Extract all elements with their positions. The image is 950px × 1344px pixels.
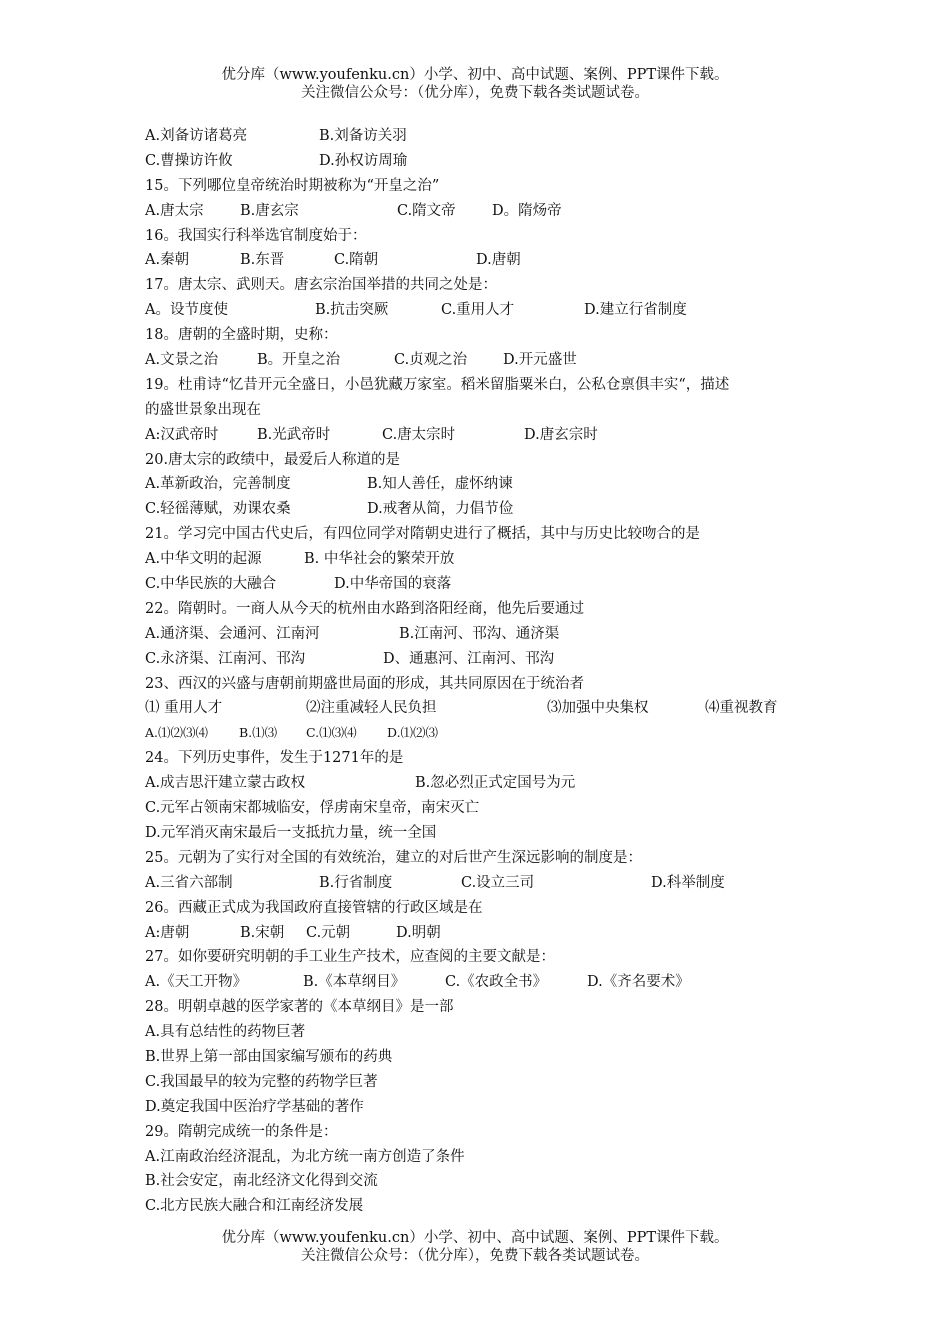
answer-option: D.孙权访周瑜 bbox=[319, 152, 408, 169]
answer-option: A.《天工开物》 bbox=[145, 974, 248, 991]
option-row bbox=[145, 149, 815, 174]
answer-option: B.光武帝时 bbox=[257, 426, 331, 443]
answer-option: B.宋朝 bbox=[240, 924, 285, 941]
footer-line-2: 关注微信公众号：（优分库），免费下载各类试题试卷。 bbox=[301, 1248, 649, 1264]
answer-option: A.中华文明的起源 bbox=[145, 551, 262, 568]
answer-option: ⑴ 重用人才 bbox=[145, 700, 223, 717]
question-line: 20.唐太宗的政绩中，最爱后人称道的是 bbox=[145, 451, 401, 468]
answer-option: B.《本草纲目》 bbox=[303, 974, 406, 991]
answer-option: A.三省六部制 bbox=[145, 874, 233, 891]
answer-option: A.刘备访诸葛亮 bbox=[145, 128, 248, 144]
answer-option: D.中华帝国的衰落 bbox=[334, 576, 452, 593]
question-line: 的盛世景象出现在 bbox=[145, 401, 261, 418]
answer-option: D.唐朝 bbox=[476, 252, 521, 269]
question-line: C.元军占领南宋都城临安，俘虏南宋皇帝，南宋灭亡 bbox=[145, 800, 480, 817]
question-line: 27。如你要研究明朝的手工业生产技术，应查阅的主要文献是： bbox=[145, 949, 555, 966]
question-line: B.世界上第一部由国家编写颁布的药典 bbox=[145, 1048, 393, 1065]
answer-option: D.建立行省制度 bbox=[584, 302, 687, 319]
option-row bbox=[145, 771, 815, 796]
answer-option: C.设立三司 bbox=[461, 874, 535, 891]
answer-option: C.隋文帝 bbox=[397, 202, 456, 219]
option-row bbox=[145, 248, 815, 273]
answer-option: D.《齐名要术》 bbox=[587, 974, 690, 991]
answer-option: B.唐玄宗 bbox=[240, 202, 299, 219]
question-line: B.社会安定，南北经济文化得到交流 bbox=[145, 1173, 378, 1190]
answer-option: C.唐太宗时 bbox=[382, 426, 456, 443]
question-line: 19。杜甫诗“忆昔开元全盛日，小邑犹藏万家室。稻米留脂粟米白，公私仓禀俱丰实“，描述 bbox=[145, 376, 730, 393]
question-line: C.我国最早的较为完整的药物学巨著 bbox=[145, 1073, 378, 1090]
option-row bbox=[145, 696, 815, 721]
answer-option: B.知人善任，虚怀纳谏 bbox=[367, 476, 513, 493]
answer-option: A.唐太宗 bbox=[145, 202, 204, 219]
answer-option: C.曹操访许攸 bbox=[145, 152, 233, 169]
answer-option: D.⑴⑵⑶ bbox=[387, 725, 439, 741]
answer-option: D.戒奢从简，力倡节俭 bbox=[367, 501, 514, 518]
question-line: 18。唐朝的全盛时期，史称： bbox=[145, 327, 338, 344]
header-line-2: 关注微信公众号：（优分库），免费下载各类试题试卷。 bbox=[301, 85, 649, 101]
answer-option: B。开皇之治 bbox=[257, 352, 341, 369]
answer-option: B.东晋 bbox=[240, 252, 285, 269]
question-line: 26。西藏正式成为我国政府直接管辖的行政区域是在 bbox=[145, 899, 483, 916]
header-line-1: 优分库（www.youfenku.cn）小学、初中、高中试题、案例、PPT课件下载。 bbox=[221, 67, 729, 83]
option-row bbox=[145, 871, 815, 896]
option-row bbox=[145, 622, 815, 647]
option-row bbox=[145, 298, 815, 323]
question-line: D.奠定我国中医治疗学基础的著作 bbox=[145, 1098, 364, 1115]
answer-option: ⑷重视教育 bbox=[705, 700, 778, 717]
option-row bbox=[145, 124, 815, 149]
answer-option: A.通济渠、会通河、江南河 bbox=[145, 625, 320, 642]
answer-option: D.科举制度 bbox=[651, 874, 725, 891]
option-row bbox=[145, 472, 815, 497]
option-row bbox=[145, 199, 815, 224]
answer-option: B.忽必烈正式定国号为元 bbox=[415, 775, 576, 792]
answer-option: ⑵注重减轻人民负担 bbox=[306, 700, 437, 717]
option-row bbox=[145, 547, 815, 572]
answer-option: C.永济渠、江南河、邗沟 bbox=[145, 650, 306, 667]
question-line: 16。我国实行科举选官制度始于： bbox=[145, 227, 367, 244]
answer-option: A.⑴⑵⑶⑷ bbox=[145, 725, 209, 741]
question-line: A.江南政治经济混乱，为北方统一南方创造了条件 bbox=[145, 1148, 465, 1165]
question-line: 25。元朝为了实行对全国的有效统治，建立的对后世产生深远影响的制度是： bbox=[145, 849, 642, 866]
option-row bbox=[145, 921, 815, 946]
answer-option: D、通惠河、江南河、邗沟 bbox=[383, 650, 555, 667]
answer-option: B.抗击突厥 bbox=[315, 302, 389, 319]
answer-option: C.隋朝 bbox=[334, 252, 379, 269]
answer-option: B.江南河、邗沟、通济渠 bbox=[399, 625, 560, 642]
answer-option: D.明朝 bbox=[396, 924, 441, 941]
page-header bbox=[0, 66, 950, 102]
exam-content bbox=[145, 124, 815, 1219]
question-line: 23、西汉的兴盛与唐朝前期盛世局面的形成，其共同原因在于统治者 bbox=[145, 675, 584, 692]
question-line: 28。明朝卓越的医学家著的《本草纲目》是一部 bbox=[145, 999, 454, 1016]
footer-line-1: 优分库（www.youfenku.cn）小学、初中、高中试题、案例、PPT课件下载。 bbox=[221, 1230, 729, 1246]
answer-option: A.秦朝 bbox=[145, 252, 190, 269]
answer-option: A:唐朝 bbox=[145, 924, 190, 941]
answer-option: C.⑴⑶⑷ bbox=[306, 725, 357, 741]
answer-option: A.革新政治，完善制度 bbox=[145, 476, 291, 493]
answer-option: A.文景之治 bbox=[145, 352, 219, 369]
question-line: 15。下列哪位皇帝统治时期被称为“开皇之治” bbox=[145, 177, 440, 194]
answer-option: C.元朝 bbox=[306, 924, 351, 941]
question-line: D.元军消灭南宋最后一支抵抗力量，统一全国 bbox=[145, 824, 437, 841]
question-line: 21。学习完中国古代史后，有四位同学对隋朝史进行了概括，其中与历史比较吻合的是 bbox=[145, 526, 700, 543]
option-row bbox=[145, 423, 815, 448]
answer-option: D.开元盛世 bbox=[503, 352, 577, 369]
option-row bbox=[145, 970, 815, 995]
answer-option: C.中华民族的大融合 bbox=[145, 576, 277, 593]
question-line: 29。隋朝完成统一的条件是： bbox=[145, 1123, 338, 1140]
answer-option: D.唐玄宗时 bbox=[524, 426, 598, 443]
answer-option: B.⑴⑶ bbox=[239, 725, 278, 741]
question-line: 22。隋朝时。一商人从今天的杭州由水路到洛阳经商，他先后要通过 bbox=[145, 600, 584, 617]
answer-option: C.轻徭薄赋，劝课农桑 bbox=[145, 501, 291, 518]
option-row bbox=[145, 348, 815, 373]
question-line: C.北方民族大融合和江南经济发展 bbox=[145, 1198, 364, 1215]
option-row bbox=[145, 497, 815, 522]
answer-option: C.《农政全书》 bbox=[445, 974, 548, 991]
answer-option: D。隋炀帝 bbox=[492, 202, 562, 219]
answer-option: C.重用人才 bbox=[441, 302, 515, 319]
question-line: 17。唐太宗、武则天。唐玄宗治国举措的共同之处是： bbox=[145, 277, 497, 294]
option-row bbox=[145, 721, 815, 746]
answer-option: B. 中华社会的繁荣开放 bbox=[304, 551, 455, 568]
question-line: A.具有总结性的药物巨著 bbox=[145, 1024, 306, 1041]
answer-option: ⑶加强中央集权 bbox=[547, 700, 649, 717]
answer-option: C.贞观之治 bbox=[394, 352, 468, 369]
answer-option: B.行省制度 bbox=[319, 874, 393, 891]
option-row bbox=[145, 572, 815, 597]
option-row bbox=[145, 647, 815, 672]
page-footer bbox=[0, 1229, 950, 1265]
answer-option: B.刘备访关羽 bbox=[319, 128, 407, 144]
answer-option: A:汉武帝时 bbox=[145, 426, 219, 443]
question-line: 24。下列历史事件，发生于1271年的是 bbox=[145, 750, 404, 767]
answer-option: A.成吉思汗建立蒙古政权 bbox=[145, 775, 306, 792]
answer-option: A。设节度使 bbox=[145, 302, 228, 319]
